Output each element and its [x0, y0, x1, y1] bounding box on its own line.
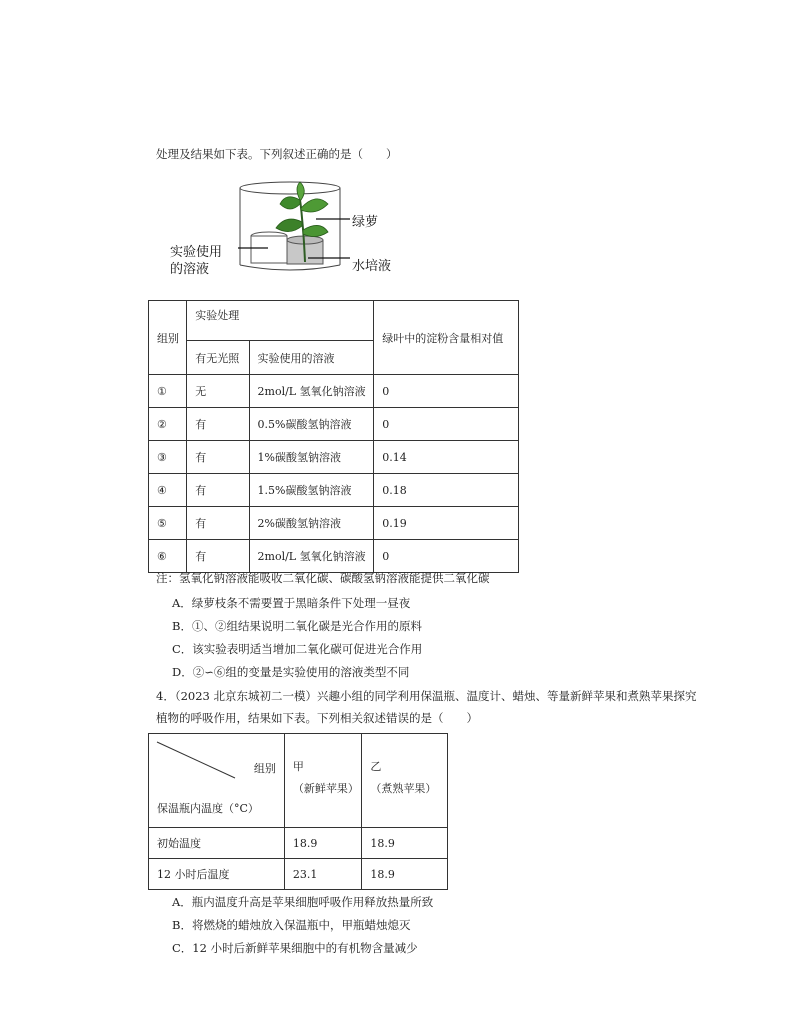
cell-light: 有 [187, 441, 249, 474]
cell-group: ④ [149, 474, 187, 507]
cell-solution: 2%碳酸氢钠溶液 [249, 507, 374, 540]
cell-value: 0.18 [374, 474, 519, 507]
cell-solution: 0.5%碳酸氢钠溶液 [249, 408, 374, 441]
table-row [149, 474, 519, 507]
question4-line2: 植物的呼吸作用，结果如下表。下列相关叙述错误的是（ ） [156, 711, 478, 725]
table-row [149, 859, 448, 890]
cell-group: ⑤ [149, 507, 187, 540]
corner-top-label: 组别 [253, 762, 276, 775]
cell-value: 0.14 [374, 441, 519, 474]
group-a-name: 甲 [292, 760, 304, 773]
cell-a: 18.9 [284, 828, 362, 859]
cell-solution: 1%碳酸氢钠溶液 [249, 441, 374, 474]
corner-bottom-label: 保温瓶内温度（°C） [157, 802, 259, 815]
cell-b: 18.9 [362, 859, 448, 890]
q4-option-b: B．将燃烧的蜡烛放入保温瓶中，甲瓶蜡烛熄灭 [172, 918, 411, 932]
cell-group: ② [149, 408, 187, 441]
table-row [149, 540, 519, 573]
temperature-table [148, 733, 448, 890]
cell-value: 0.19 [374, 507, 519, 540]
option-c: C．该实验表明适当增加二氧化碳可促进光合作用 [172, 642, 423, 656]
label-solution-line2: 的溶液 [170, 262, 210, 277]
label-water: 水培液 [352, 259, 392, 274]
table-row [149, 408, 519, 441]
cell-b: 18.9 [362, 828, 448, 859]
label-solution-line1: 实验使用 [170, 245, 223, 260]
header-result: 绿叶中的淀粉含量相对值 [374, 301, 519, 375]
question-intro: 处理及结果如下表。下列叙述正确的是（ ） [156, 147, 398, 161]
cell-value: 0 [374, 408, 519, 441]
cell-group: ① [149, 375, 187, 408]
cell-value: 0 [374, 540, 519, 573]
q4-option-a: A．瓶内温度升高是苹果细胞呼吸作用释放热量所致 [172, 895, 434, 909]
table-header-row [149, 734, 448, 828]
header-light: 有无光照 [187, 341, 249, 375]
row-label: 初始温度 [149, 828, 285, 859]
header-treatment: 实验处理 [187, 301, 374, 341]
group-b-sub: （煮熟苹果） [370, 782, 437, 795]
cell-light: 有 [187, 540, 249, 573]
table-row [149, 441, 519, 474]
cell-light: 无 [187, 375, 249, 408]
cell-solution: 2mol/L 氢氧化钠溶液 [249, 540, 374, 573]
experiment-table [148, 300, 519, 573]
cell-value: 0 [374, 375, 519, 408]
cell-light: 有 [187, 507, 249, 540]
table-row [149, 828, 448, 859]
cell-a: 23.1 [284, 859, 362, 890]
experiment-figure [168, 178, 418, 278]
header-group-a [284, 734, 362, 828]
q4-option-c: C．12 小时后新鲜苹果细胞中的有机物含量减少 [172, 941, 418, 955]
cell-group: ③ [149, 441, 187, 474]
cell-light: 有 [187, 408, 249, 441]
option-b: B．①、②组结果说明二氧化碳是光合作用的原料 [172, 619, 422, 633]
row-label: 12 小时后温度 [149, 859, 285, 890]
header-group-b [362, 734, 448, 828]
cell-group: ⑥ [149, 540, 187, 573]
header-solution: 实验使用的溶液 [249, 341, 374, 375]
diagonal-header-cell [149, 734, 285, 828]
group-a-sub: （新鲜苹果） [292, 782, 359, 795]
option-a: A．绿萝枝条不需要置于黑暗条件下处理一昼夜 [172, 596, 411, 610]
header-group: 组别 [149, 301, 187, 375]
cell-solution: 1.5%碳酸氢钠溶液 [249, 474, 374, 507]
cell-light: 有 [187, 474, 249, 507]
table-note: 注：氢氧化钠溶液能吸收二氧化碳、碳酸氢钠溶液能提供二氧化碳 [156, 571, 490, 585]
table-row [149, 375, 519, 408]
table-row [149, 507, 519, 540]
cell-solution: 2mol/L 氢氧化钠溶液 [249, 375, 374, 408]
table-header-row [149, 301, 519, 341]
option-d: D．②∽⑥组的变量是实验使用的溶液类型不同 [172, 665, 410, 679]
label-plant: 绿萝 [352, 215, 379, 230]
question4-line1: 4．（2023 北京东城初二一模）兴趣小组的同学利用保温瓶、温度计、蜡烛、等量新鲜苹果和煮熟苹果探究 [156, 689, 697, 703]
group-b-name: 乙 [370, 760, 382, 773]
